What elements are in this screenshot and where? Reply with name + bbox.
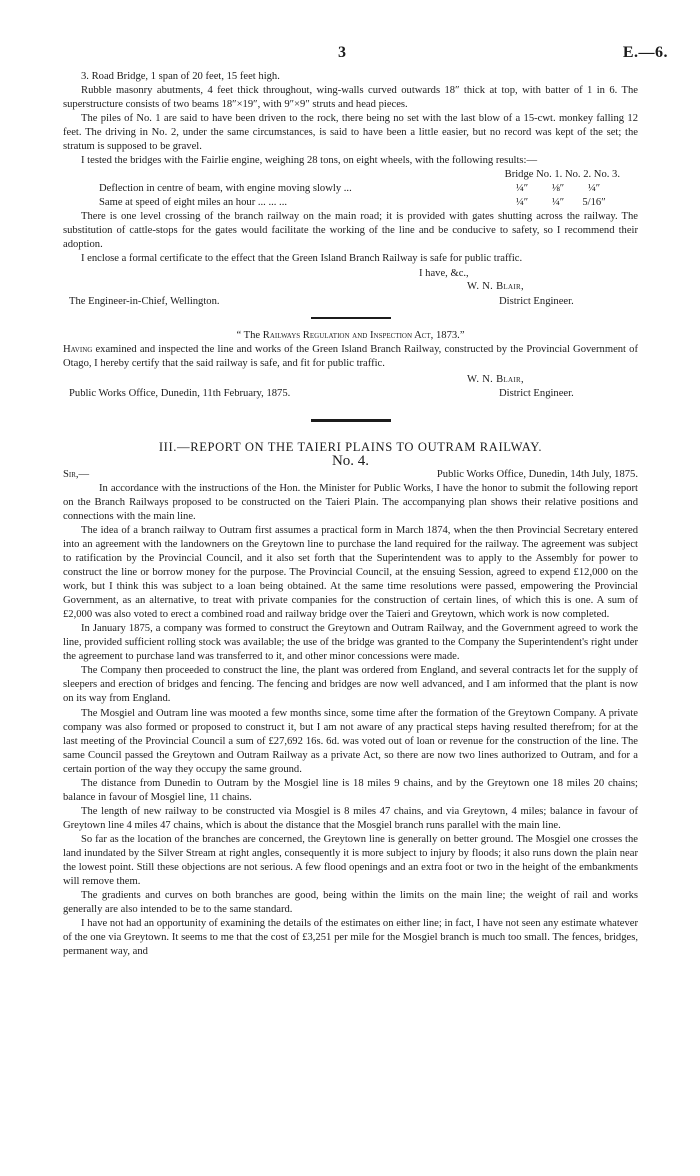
deflection-value: ¼″ — [551, 197, 565, 209]
deflection-value: ¼″ — [515, 183, 529, 195]
act-title-name: Railways Regulation and Inspection Act, — [262, 329, 434, 341]
salutation-line — [63, 468, 638, 482]
closing-line: I have, &c., — [419, 267, 469, 279]
report-paragraph: The distance from Dunedin to Outram by the Mosgiel line is 18 miles 9 chains, and by the Greytown one 18 miles 20 chains; balance in favour of Mosgiel line, 11 chains. — [63, 777, 638, 803]
deflection-value: ⅛″ — [551, 183, 565, 195]
report-paragraph: The gradients and curves on both branches are good, being within the limits on the main line; the weight of rail and works generally are also intended to be to the same standard. — [63, 890, 638, 916]
report-paragraph: The Mosgiel and Outram line was mooted a few months since, some time after the formation of the Greytown Company. A private company was also formed or proposed to construct it, but I am not aware of any practical steps having resulted therefrom; for at the last meeting of the Provincial Council a sum of £27,692 16s. 6d. was voted out of loan or revenue for the construction of the line. The same Council passed the Greytown and Outram Railway as a private Act, so there are now two lines authorized to Outram, and for a certain portion of the way they occupy the same ground. — [63, 707, 638, 775]
deflection-table-header: Bridge No. 1. No. 2. No. 3. — [504, 169, 620, 181]
section-title: III.—REPORT ON THE TAIERI PLAINS TO OUTRAM RAILWAY. — [158, 439, 543, 454]
divider-rule — [311, 317, 391, 319]
signatory-title: District Engineer. — [499, 387, 574, 399]
report-paragraph: The Company then proceeded to construct the line, the plant was ordered from England, and several contracts let for the supply of sleepers and erection of bridges and fencing. The fencing and bridges are now well advanced, and I am informed that the plant is now on its way from England. — [63, 665, 638, 705]
road-bridge-heading: 3. Road Bridge, 1 span of 20 feet, 15 feet high. — [81, 71, 280, 82]
level-crossing-paragraph: There is one level crossing of the branch railway on the main road; it is provided with gates shutting across the railway. The substitution of cattle-stops for the gates would facilitate the working of the line and be conducive to safety, so I recommend their adoption. — [63, 211, 638, 251]
deflection-row-label: Same at speed of eight miles an hour ... ... ... — [99, 197, 287, 209]
deflection-value: ¼″ — [587, 183, 601, 195]
road-bridge-paragraph-3: I tested the bridges with the Fairlie engine, weighing 28 tons, on eight wheels, with the following results:— — [81, 155, 538, 167]
report-paragraph: The idea of a branch railway to Outram first assumes a practical form in March 1874, when the then Provincial Secretary entered into an agreement with the landowners on the Greytown line to purchase the land required for the railway. The agreement was subject to ratification by the Provincial Council, and it also set forth that the Superintendent was to apply to the Assembly for power to construct the line or borrow money for the purpose. The Provincial Council, at the ensuing Session, agreed to expend £12,000 on the work, but I think this was subject to a loan being obtained. At the same time resolutions were passed, empowering the Provincial Government, as an alternative, to treat with private companies for the construction of certain lines, of which this is one. A sum of £2,000 was also voted to erect a combined road and railway bridge over the Taieri and Greytown, which work is now completed. — [63, 524, 638, 621]
certificate-enclosure-paragraph: I enclose a formal certificate to the effect that the Green Island Branch Railway is safe for public traffic. — [81, 253, 523, 265]
signatory-name: W. N. Blair, — [467, 373, 524, 385]
deflection-value: ¼″ — [515, 197, 529, 209]
certificate-lead-word: Having — [63, 343, 93, 355]
addressee: The Engineer-in-Chief, Wellington. — [69, 295, 220, 307]
salutation: Sir,— — [63, 468, 90, 480]
document-reference: E.—6. — [622, 44, 668, 61]
deflection-value: 5/16″ — [582, 197, 606, 209]
page-body — [63, 70, 638, 959]
page-header — [0, 44, 700, 64]
page-number: 3 — [338, 44, 346, 61]
act-title-close: 1873.” — [433, 329, 465, 341]
certificate-text — [63, 343, 638, 371]
office-date: Public Works Office, Dunedin, 11th February, 1875. — [69, 387, 291, 399]
certificate-body: examined and inspected the line and works of the Green Island Branch Railway, constructed by the Provincial Government of Otago, I hereby certify that the said railway is safe, and fit for public traffic. — [63, 343, 638, 369]
deflection-row-1 — [99, 182, 639, 196]
report-paragraph: I have not had an opportunity of examining the details of the estimates on either line; in fact, I have not seen any estimate whatever of the one via Greytown. It seems to me that the cost of £3,251 per mile for the Mosgiel branch is much too small. The fences, bridges, permanent way, and — [63, 918, 638, 958]
signatory-name: W. N. Blair, — [467, 280, 524, 292]
section-divider-rule — [311, 419, 391, 422]
act-title-open: “ The — [236, 329, 263, 341]
report-number: No. 4. — [331, 452, 370, 469]
signature-block-2 — [63, 371, 638, 405]
report-paragraph: In January 1875, a company was formed to construct the Greytown and Outram Railway, and the Government agreed to work the line, provided sufficient rolling stock was available; the use of the bridge was granted to the Company the Superintendent's right under the agreement to purchase land was transferred to it, and other minor concessions were made. — [63, 623, 638, 663]
deflection-row-2 — [99, 196, 639, 210]
signatory-title: District Engineer. — [499, 295, 574, 307]
deflection-row-label: Deflection in centre of beam, with engine moving slowly ... — [99, 183, 352, 195]
road-bridge-paragraph-2: The piles of No. 1 are said to have been driven to the rock, there being no set with the last blow of a 15-cwt. monkey falling 12 feet. The driving in No. 2, under the same circumstances, is said to have been a little easier, but no record was kept of the set; the stratum is supposed to be gravel. — [63, 113, 638, 153]
report-paragraph: In accordance with the instructions of the Hon. the Minister for Public Works, I have the honor to submit the following report on the Branch Railways proposed to be constructed on the Taieri Plain. The accompanying plan shows their relative positions and connections with the main line. — [63, 482, 638, 522]
deflection-table — [63, 168, 638, 210]
report-office-date: Public Works Office, Dunedin, 14th July, 1875. — [436, 468, 638, 480]
report-paragraph: The length of new railway to be constructed via Mosgiel is 8 miles 47 chains, and via Greytown, 4 miles; balance in favour of Greytown line 4 miles 47 chains, which is about the distance that the Mosgiel branch runs parallel with the main line. — [63, 805, 638, 831]
road-bridge-paragraph-1: Rubble masonry abutments, 4 feet thick throughout, wing-walls curved outwards 18″ thick at top, with batter of 1 in 6. The superstructure consists of two beams 18″×19″, with 9″×9″ struts and head pieces. — [63, 85, 638, 111]
act-title — [63, 329, 638, 343]
report-paragraph: So far as the location of the branches are concerned, the Greytown line is generally on better ground. The Mosgiel one crosses the land inundated by the Silver Stream at right angles, consequently it is more subject to injury by floods; it also runs down the plain near the lowest point. Still these objections are not serious. A few flood openings and an extra foot or two in the height of the embankments will remove them. — [63, 833, 638, 888]
signature-block-1 — [63, 267, 638, 313]
